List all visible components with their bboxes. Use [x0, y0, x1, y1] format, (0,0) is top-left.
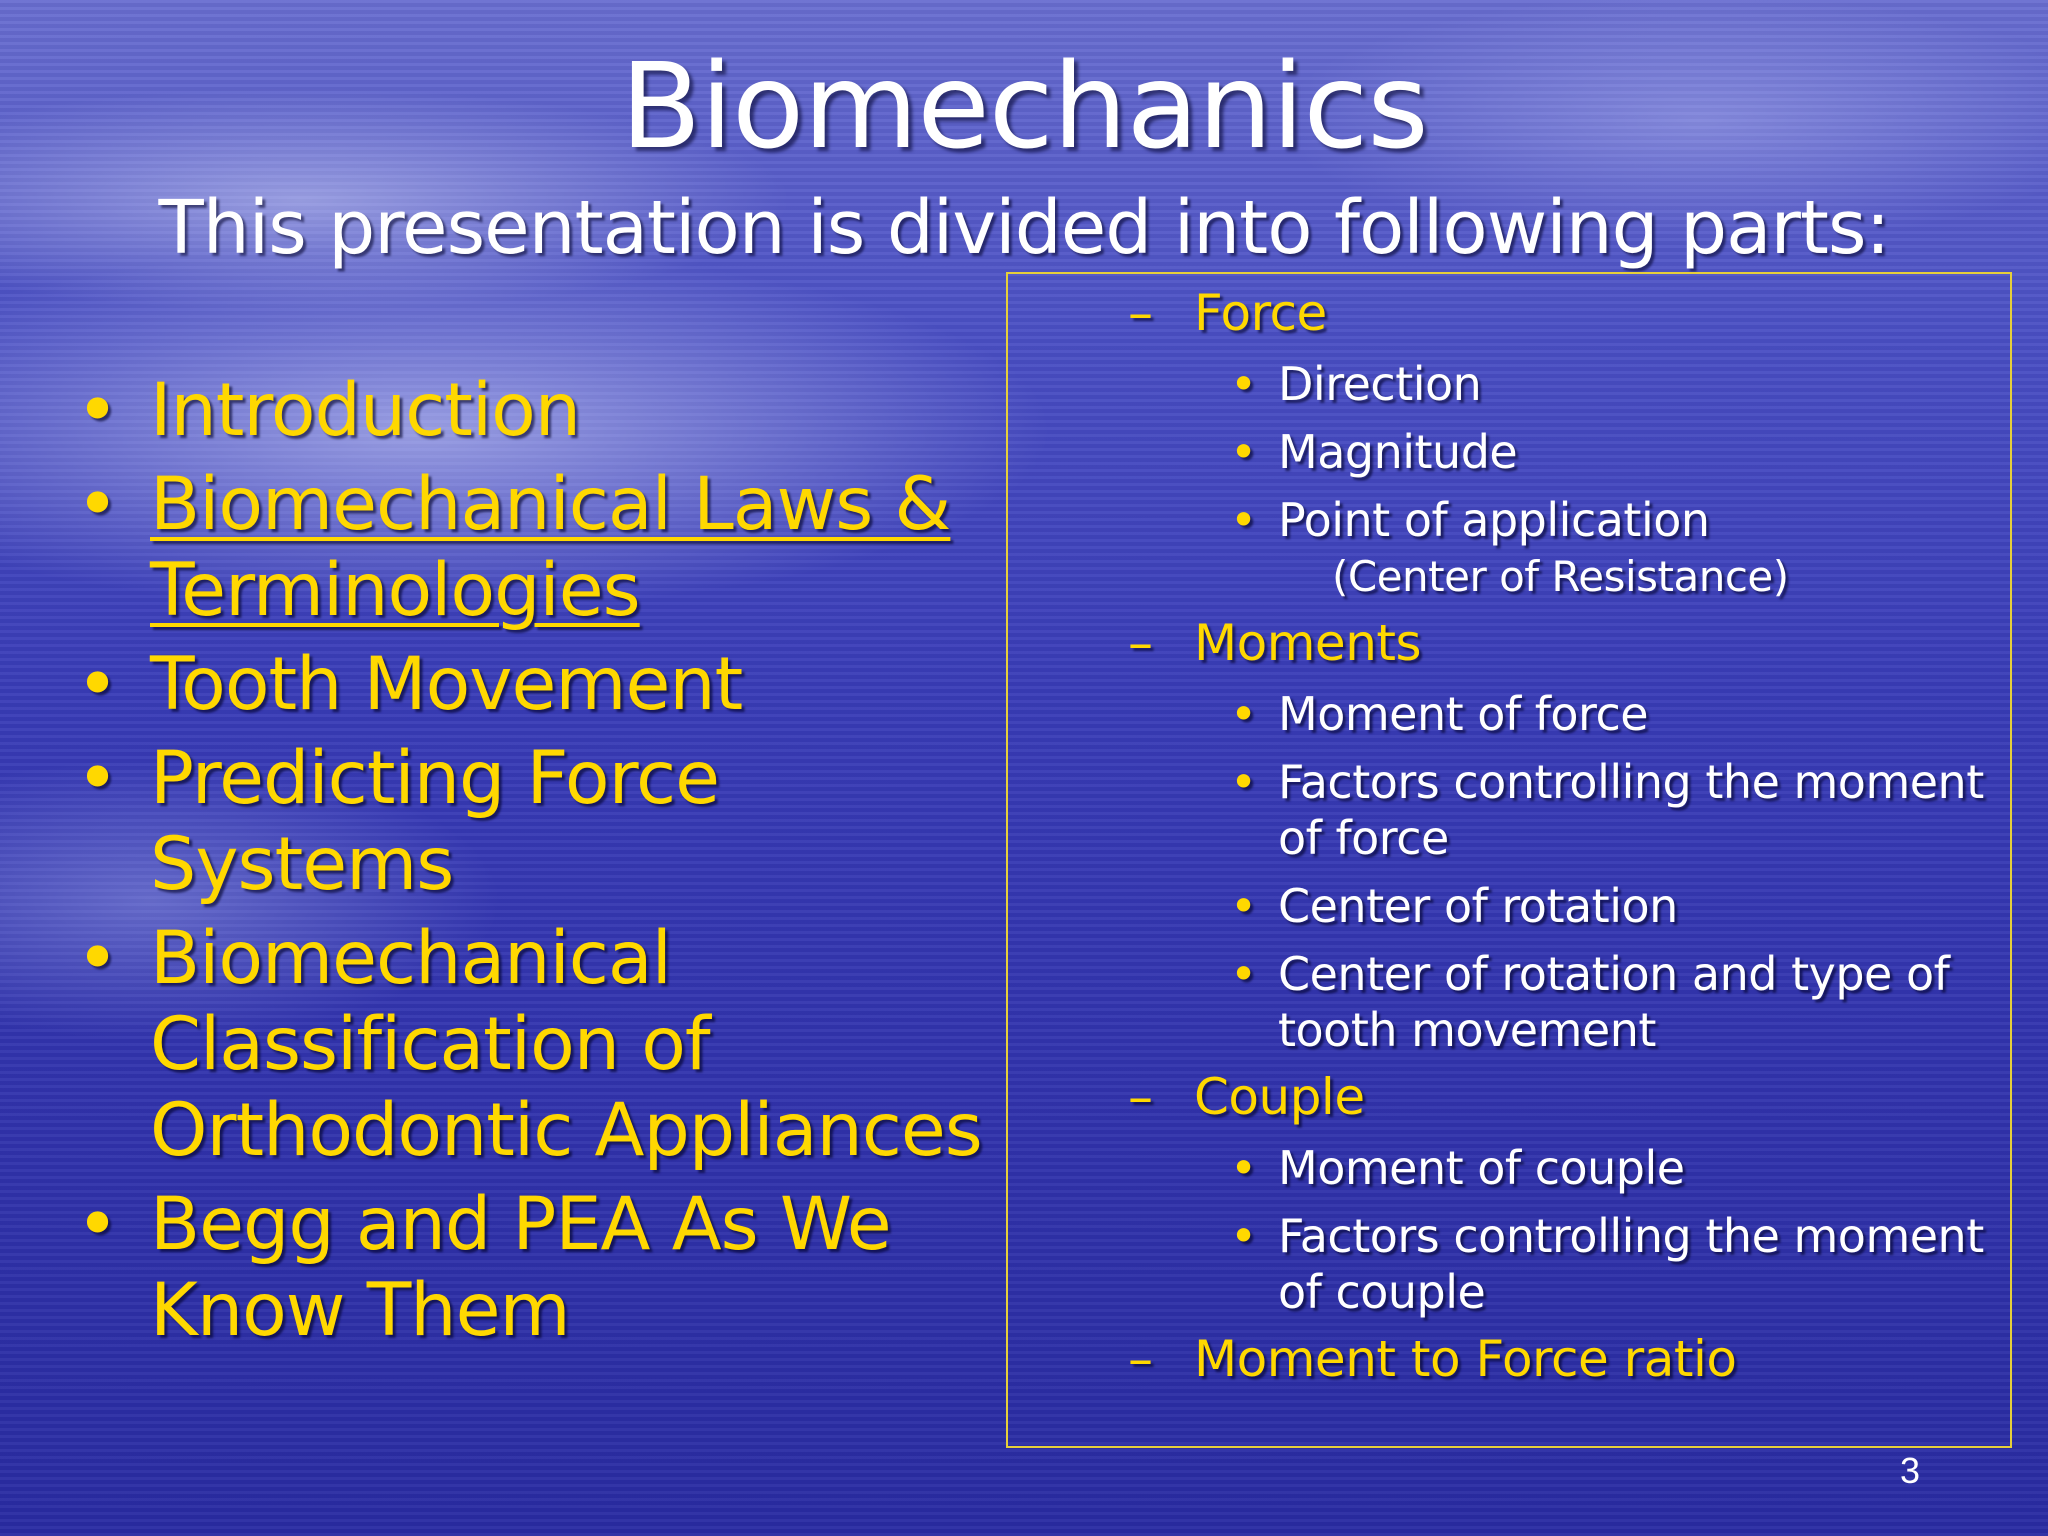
outline-item [1128, 424, 2008, 480]
dash-icon: – [1128, 614, 1153, 672]
part-label: Tooth Movement [150, 642, 743, 727]
part-item-classification [70, 916, 1000, 1174]
outline-heading-label: Moment to Force ratio [1194, 1330, 1737, 1388]
outline-item-label: Direction [1278, 357, 1482, 411]
outline-heading-moments [1128, 612, 2008, 674]
bullet-icon: • [76, 736, 119, 821]
outline-item [1128, 1140, 2008, 1196]
bullet-icon: • [1230, 493, 1257, 547]
outline-item-label: Factors controlling the moment of couple [1278, 1209, 1984, 1319]
outline-heading-label: Couple [1194, 1068, 1365, 1126]
outline-item [1128, 1208, 2008, 1320]
outline-item [1128, 946, 2008, 1058]
bullet-icon: • [1230, 357, 1257, 411]
slide-subtitle: This presentation is divided into following parts: [158, 185, 1890, 271]
dash-icon: – [1128, 284, 1153, 342]
bullet-icon: • [76, 916, 119, 1001]
part-label: Predicting Force Systems [150, 736, 720, 907]
part-item-predicting-force [70, 736, 1000, 908]
outline-item [1128, 754, 2008, 866]
outline-heading-label: Moments [1194, 614, 1422, 672]
dash-icon: – [1128, 1068, 1153, 1126]
part-label: Introduction [150, 368, 581, 453]
part-label: Begg and PEA As We Know Them [150, 1182, 891, 1353]
bullet-icon: • [76, 1182, 119, 1267]
bullet-icon: • [1230, 687, 1257, 741]
part-label: Biomechanical Classification of Orthodontic Appliances [150, 916, 982, 1173]
part-item-tooth-movement [70, 642, 1000, 728]
outline-item-label: Factors controlling the moment of force [1278, 755, 1984, 865]
outline-heading-label: Force [1194, 284, 1327, 342]
outline-item-label: Center of rotation and type of tooth movement [1278, 947, 1950, 1057]
outline-heading-ratio [1128, 1328, 2008, 1390]
bullet-icon: • [1230, 425, 1257, 479]
bullet-icon: • [1230, 755, 1257, 809]
outline-item [1128, 356, 2008, 412]
bullet-icon: • [76, 368, 119, 453]
bullet-icon: • [1230, 879, 1257, 933]
outline-item-label: Moment of couple [1278, 1141, 1685, 1195]
outline-item [1128, 492, 2008, 548]
bullet-icon: • [1230, 947, 1257, 1001]
outline-item-label: Moment of force [1278, 687, 1649, 741]
part-item-begg-pea [70, 1182, 1000, 1354]
outline-item-label: Point of application [1278, 493, 1710, 547]
bullet-icon: • [1230, 1209, 1257, 1263]
outline-heading-couple [1128, 1066, 2008, 1128]
bullet-icon: • [1230, 1141, 1257, 1195]
part-item-introduction [70, 368, 1000, 454]
parts-list [70, 368, 1000, 1362]
outline-item-label: Center of rotation [1278, 879, 1678, 933]
part-item-biomechanical-laws[interactable] [70, 462, 1000, 634]
outline-note: (Center of Resistance) [1332, 552, 1789, 601]
slide-title: Biomechanics [620, 37, 1428, 175]
dash-icon: – [1128, 1330, 1153, 1388]
page-number: 3 [1900, 1450, 1921, 1491]
outline-item [1128, 686, 2008, 742]
outline-item [1128, 878, 2008, 934]
bullet-icon: • [76, 642, 119, 727]
terminology-outline [1128, 282, 2008, 1390]
outline-heading-force [1128, 282, 2008, 344]
outline-item-label: Magnitude [1278, 425, 1518, 479]
part-link-biomechanical-laws[interactable]: Biomechanical Laws & Terminologies [150, 462, 951, 633]
bullet-icon: • [76, 462, 119, 547]
